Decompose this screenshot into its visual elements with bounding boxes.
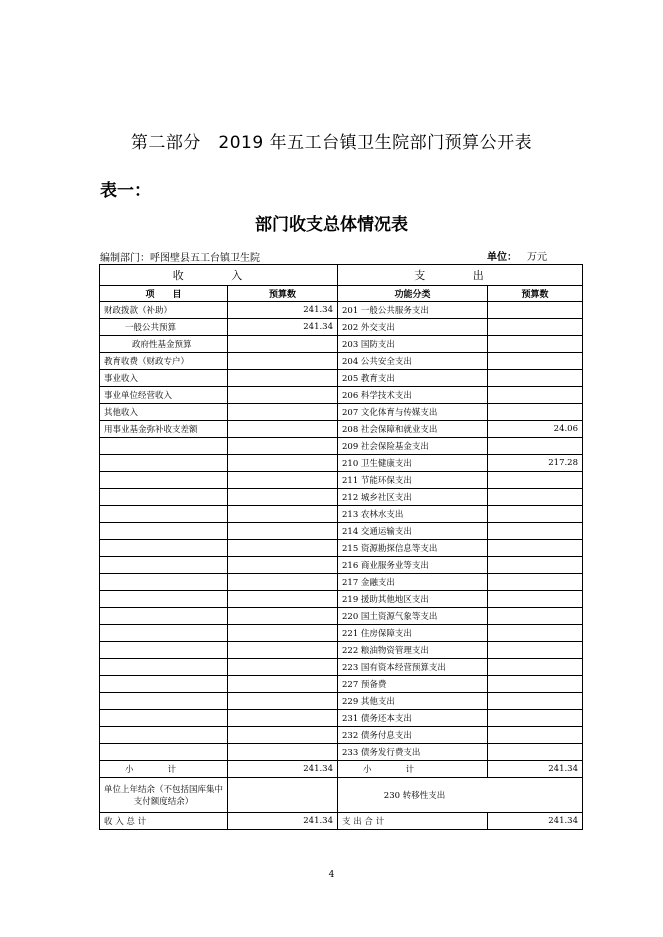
income-item-value [228,642,338,659]
budget-table [99,264,583,830]
item-header: 项 目 [100,286,228,302]
expense-item-value [488,404,583,421]
expense-item-label: 231 债务还本支出 [338,710,488,727]
table-row [100,727,583,744]
compiling-department: 编制部门：呼图壁县五工台镇卫生院 [100,253,260,264]
header-row-main [100,265,583,286]
income-item-value [228,625,338,642]
budget-header: 预算数 [228,286,338,302]
income-item-label [100,472,228,489]
unit-value: 万元 [527,252,547,263]
income-item-value [228,659,338,676]
expense-item-label: 223 国有资本经营预算支出 [338,659,488,676]
expense-item-label: 203 国防支出 [338,336,488,353]
table-row [100,693,583,710]
expense-header: 支 出 [338,265,583,286]
income-item-label [100,438,228,455]
income-item-label [100,574,228,591]
table-row [100,336,583,353]
income-item-value [228,506,338,523]
expense-item-value [488,659,583,676]
expense-item-label: 219 援助其他地区支出 [338,591,488,608]
expense-item-label: 229 其他支出 [338,693,488,710]
income-item-value [228,472,338,489]
income-item-value [228,404,338,421]
income-item-label: 财政拨款（补助） [100,302,228,319]
income-item-value [228,438,338,455]
header-row-sub [100,286,583,302]
income-item-value [228,557,338,574]
expense-item-value [488,387,583,404]
income-item-value [228,540,338,557]
expense-item-value [488,523,583,540]
expense-item-label: 214 交通运输支出 [338,523,488,540]
income-item-value [228,727,338,744]
table-row [100,591,583,608]
expense-item-label: 202 外交支出 [338,319,488,336]
income-item-label: 政府性基金预算 [100,336,228,353]
income-item-value [228,744,338,761]
expense-item-label: 212 城乡社区支出 [338,489,488,506]
expense-item-value [488,302,583,319]
expense-item-value [488,438,583,455]
expense-item-value [488,319,583,336]
income-item-label [100,489,228,506]
table-row [100,608,583,625]
expense-item-value [488,557,583,574]
income-item-label [100,710,228,727]
total-in-label: 收 入 总 计 [100,813,228,830]
subtotal-in-value: 241.34 [228,761,338,778]
expense-item-label: 204 公共安全支出 [338,353,488,370]
table-row [100,557,583,574]
income-item-label [100,540,228,557]
table-row [100,676,583,693]
subtotal-in-label: 小 计 [100,761,228,778]
expense-item-value [488,727,583,744]
table-row [100,438,583,455]
expense-item-value: 24.06 [488,421,583,438]
carryover-in-label: 单位上年结余（不包括国库集中支付额度结余） [100,778,228,813]
table-row [100,421,583,438]
expense-item-label: 213 农林水支出 [338,506,488,523]
income-item-value [228,693,338,710]
income-item-label: 用事业基金弥补收支差额 [100,421,228,438]
income-item-value: 241.34 [228,302,338,319]
expense-item-value [488,489,583,506]
unit-line [487,248,547,263]
expense-item-value [488,710,583,727]
income-item-value [228,608,338,625]
income-item-value [228,591,338,608]
total-out-value: 241.34 [488,813,583,830]
carryover-out-label: 230 转移性支出 [338,778,583,813]
expense-item-label: 227 预备费 [338,676,488,693]
income-item-value [228,336,338,353]
income-item-label [100,642,228,659]
part-title: 第二部分 2019 年五工台镇卫生院部门预算公开表 [130,133,533,153]
income-item-value [228,489,338,506]
income-item-value [228,370,338,387]
expense-item-value [488,574,583,591]
expense-item-value [488,642,583,659]
table-row [100,659,583,676]
expense-item-label: 208 社会保障和就业支出 [338,421,488,438]
expense-item-value: 217.28 [488,455,583,472]
func-class-header: 功能分类 [338,286,488,302]
income-item-value [228,523,338,540]
table-row [100,710,583,727]
expense-item-value [488,336,583,353]
expense-item-label: 217 金融支出 [338,574,488,591]
income-item-label [100,744,228,761]
table-row [100,506,583,523]
income-item-value [228,676,338,693]
income-item-label [100,676,228,693]
income-item-value [228,387,338,404]
income-item-value: 241.34 [228,319,338,336]
table-row [100,489,583,506]
page-number: 4 [328,870,335,880]
expense-item-value [488,591,583,608]
expense-item-label: 210 卫生健康支出 [338,455,488,472]
subtotal-out-value: 241.34 [488,761,583,778]
expense-item-value [488,370,583,387]
table-row [100,387,583,404]
expense-item-value [488,693,583,710]
table-row [100,370,583,387]
income-item-label [100,557,228,574]
income-item-label [100,506,228,523]
total-in-value: 241.34 [228,813,338,830]
income-item-label [100,455,228,472]
carryover-row [100,778,583,813]
total-row [100,813,583,830]
income-item-value [228,353,338,370]
expense-item-label: 209 社会保险基金支出 [338,438,488,455]
expense-item-value [488,625,583,642]
budget-header-2: 预算数 [488,286,583,302]
income-item-label: 一般公共预算 [100,319,228,336]
income-item-label: 事业单位经营收入 [100,387,228,404]
total-out-label: 支 出 合 计 [338,813,488,830]
income-item-label: 其他收入 [100,404,228,421]
expense-item-label: 220 国土资源气象等支出 [338,608,488,625]
expense-item-value [488,608,583,625]
expense-item-label: 215 资源勘探信息等支出 [338,540,488,557]
expense-item-label: 216 商业服务业等支出 [338,557,488,574]
expense-item-value [488,472,583,489]
expense-item-label: 221 住房保障支出 [338,625,488,642]
table-row [100,472,583,489]
income-item-label [100,523,228,540]
expense-item-value [488,676,583,693]
expense-item-label: 233 债务发行费支出 [338,744,488,761]
expense-item-value [488,353,583,370]
expense-item-value [488,744,583,761]
table-row [100,319,583,336]
expense-item-value [488,506,583,523]
table-row [100,540,583,557]
expense-item-label: 205 教育支出 [338,370,488,387]
table-row [100,455,583,472]
expense-item-label: 211 节能环保支出 [338,472,488,489]
income-item-label [100,727,228,744]
income-item-label: 事业收入 [100,370,228,387]
table-row [100,404,583,421]
income-item-label [100,591,228,608]
expense-item-label: 201 一般公共服务支出 [338,302,488,319]
income-item-value [228,710,338,727]
table-row [100,642,583,659]
expense-item-label: 222 粮油物资管理支出 [338,642,488,659]
income-header: 收 入 [100,265,338,286]
table-title: 部门收支总体情况表 [255,215,408,235]
subtotal-out-label: 小 计 [338,761,488,778]
income-item-label [100,608,228,625]
table-label: 表一： [100,181,151,201]
table-row [100,574,583,591]
expense-item-label: 207 文化体育与传媒支出 [338,404,488,421]
subtotal-row [100,761,583,778]
carryover-in-value [228,778,338,813]
income-item-label: 教育收费（财政专户） [100,353,228,370]
income-item-value [228,421,338,438]
expense-item-value [488,540,583,557]
income-item-label [100,659,228,676]
income-item-label [100,693,228,710]
expense-item-label: 206 科学技术支出 [338,387,488,404]
table-row [100,523,583,540]
table-row [100,302,583,319]
table-row [100,625,583,642]
expense-item-label: 232 债务付息支出 [338,727,488,744]
table-row [100,744,583,761]
table-row [100,353,583,370]
income-item-value [228,455,338,472]
income-item-value [228,574,338,591]
unit-label: 单位： [487,252,517,263]
income-item-label [100,625,228,642]
